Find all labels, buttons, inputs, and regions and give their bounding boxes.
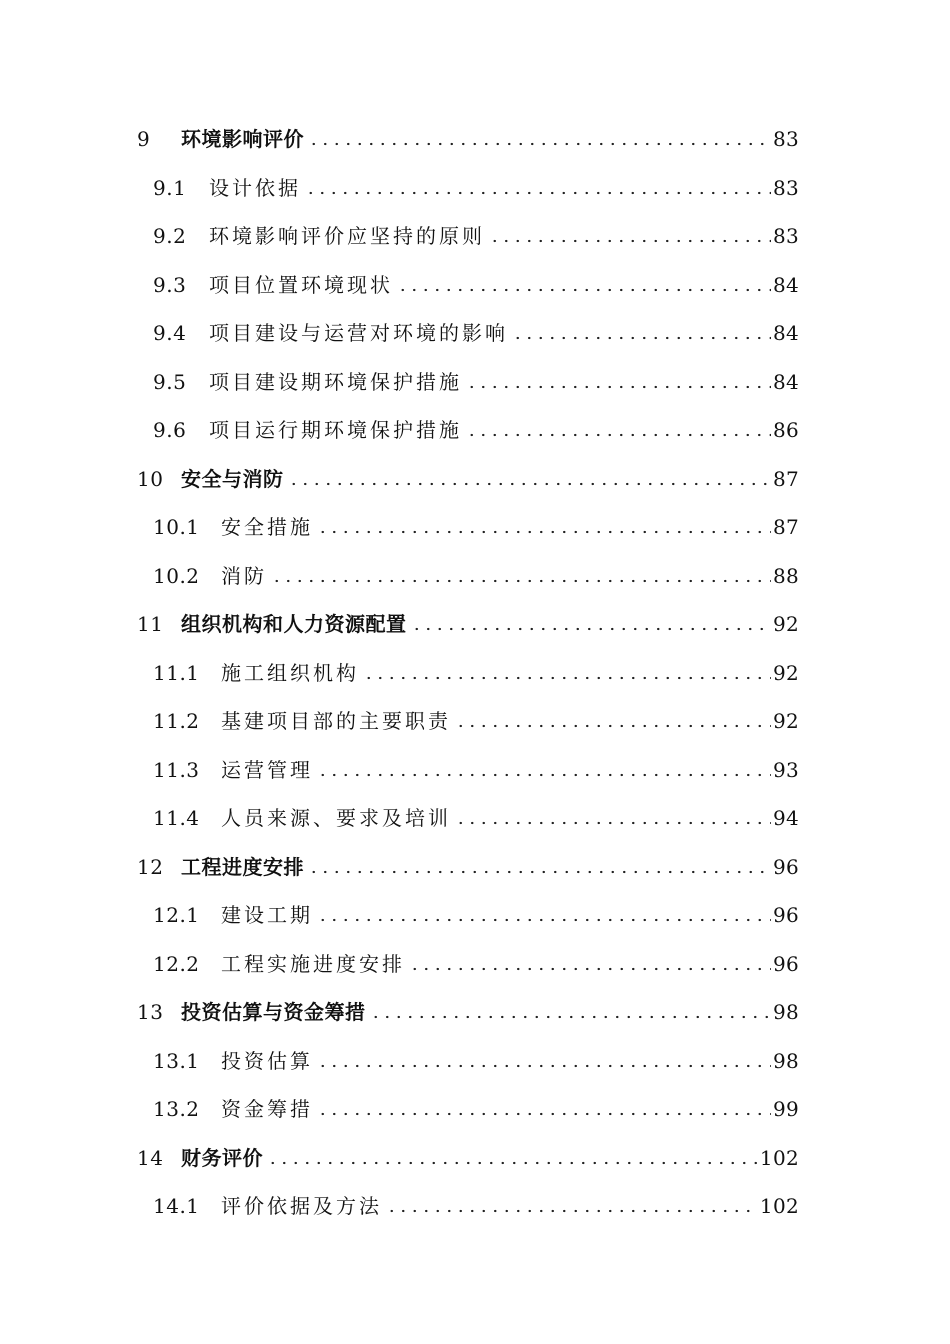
toc-title: 评价依据及方法 — [221, 1194, 382, 1218]
toc-entry[interactable] — [0, 405, 950, 454]
toc-page-number: 102 — [759, 1145, 799, 1170]
toc-number: 13.1 — [153, 1048, 200, 1073]
toc-entry[interactable] — [0, 648, 950, 697]
toc-title: 人员来源、要求及培训 — [221, 806, 451, 830]
toc-number: 10.1 — [153, 515, 200, 539]
toc-entry[interactable] — [0, 211, 950, 260]
toc-number: 11.1 — [153, 660, 200, 685]
toc-title: 施工组织机构 — [221, 660, 359, 685]
toc-title: 建设工期 — [221, 903, 313, 927]
toc-page-number: 84 — [772, 369, 799, 394]
toc-page-number: 88 — [772, 563, 799, 588]
toc-number: 12.2 — [153, 951, 200, 976]
dot-leader — [455, 821, 771, 825]
toc-page-number: 86 — [772, 418, 799, 442]
toc-page-number: 96 — [772, 854, 799, 879]
toc-page-number: 83 — [772, 224, 799, 248]
dot-leader — [305, 191, 771, 195]
toc-entry[interactable] — [0, 745, 950, 794]
toc-title: 财务评价 — [181, 1145, 263, 1170]
toc-page-number: 84 — [772, 321, 799, 345]
toc-entry[interactable] — [0, 163, 950, 212]
toc-number: 11.3 — [153, 757, 200, 782]
toc-title: 项目建设与运营对环境的影响 — [209, 321, 508, 345]
toc-number: 9.2 — [153, 224, 187, 248]
toc-title: 环境影响评价应坚持的原则 — [209, 224, 485, 248]
toc-number: 14.1 — [153, 1194, 200, 1218]
toc-entry[interactable] — [0, 1084, 950, 1133]
toc-page-number: 87 — [772, 515, 799, 539]
toc-page-number: 98 — [772, 1048, 799, 1073]
dot-leader — [363, 676, 771, 680]
toc-entry[interactable] — [0, 1133, 950, 1182]
toc-title: 工程实施进度安排 — [221, 951, 405, 976]
dot-leader — [466, 433, 771, 437]
toc-page-number: 83 — [772, 175, 799, 200]
dot-leader — [271, 579, 771, 583]
toc-number: 9.5 — [153, 369, 187, 394]
toc-number: 11 — [137, 612, 164, 636]
dot-leader — [489, 239, 771, 243]
toc-number: 9.3 — [153, 272, 187, 297]
toc-entry[interactable] — [0, 1181, 950, 1230]
toc-page-number: 102 — [759, 1194, 799, 1218]
dot-leader — [411, 627, 771, 631]
toc-page-number: 92 — [772, 612, 799, 636]
toc-entry[interactable] — [0, 599, 950, 648]
toc-page-number: 83 — [772, 127, 799, 151]
toc-number: 11.4 — [153, 806, 200, 830]
toc-number: 10 — [137, 466, 164, 491]
toc-title: 安全与消防 — [181, 466, 284, 491]
toc-title: 工程进度安排 — [181, 854, 304, 879]
toc-title: 项目运行期环境保护措施 — [209, 418, 462, 442]
toc-number: 9.4 — [153, 321, 187, 345]
dot-leader — [317, 530, 771, 534]
toc-number: 9.6 — [153, 418, 187, 442]
toc-entry[interactable] — [0, 987, 950, 1036]
toc-number: 13.2 — [153, 1097, 200, 1121]
toc-title: 投资估算与资金筹措 — [181, 1000, 366, 1024]
toc-page-number: 94 — [772, 806, 799, 830]
dot-leader — [317, 918, 771, 922]
dot-leader — [409, 967, 771, 971]
toc-entry[interactable] — [0, 1036, 950, 1085]
toc-page-number: 93 — [772, 757, 799, 782]
dot-leader — [317, 773, 771, 777]
toc-title: 安全措施 — [221, 515, 313, 539]
toc-title: 环境影响评价 — [181, 127, 304, 151]
toc-entry[interactable] — [0, 890, 950, 939]
dot-leader — [308, 870, 771, 874]
toc-entry[interactable] — [0, 454, 950, 503]
toc-page-number: 92 — [772, 709, 799, 733]
toc-entry[interactable] — [0, 357, 950, 406]
toc-number: 9.1 — [153, 175, 187, 200]
dot-leader — [317, 1064, 771, 1068]
toc-page-number: 96 — [772, 903, 799, 927]
toc-page-number: 84 — [772, 272, 799, 297]
toc-entry[interactable] — [0, 260, 950, 309]
dot-leader — [386, 1209, 758, 1213]
table-of-contents — [0, 114, 950, 1230]
toc-number: 13 — [137, 1000, 164, 1024]
dot-leader — [308, 142, 771, 146]
toc-title: 投资估算 — [221, 1048, 313, 1073]
toc-title: 项目建设期环境保护措施 — [209, 369, 462, 394]
toc-title: 组织机构和人力资源配置 — [181, 612, 407, 636]
toc-number: 11.2 — [153, 709, 200, 733]
dot-leader — [288, 482, 771, 486]
toc-page-number: 92 — [772, 660, 799, 685]
toc-title: 项目位置环境现状 — [209, 272, 393, 297]
toc-number: 12.1 — [153, 903, 200, 927]
toc-number: 10.2 — [153, 563, 200, 588]
toc-page-number: 98 — [772, 1000, 799, 1024]
dot-leader — [466, 385, 771, 389]
dot-leader — [267, 1161, 758, 1165]
toc-title: 设计依据 — [209, 175, 301, 200]
toc-entry[interactable] — [0, 114, 950, 163]
toc-number: 9 — [137, 127, 151, 151]
toc-title: 运营管理 — [221, 757, 313, 782]
toc-entry[interactable] — [0, 842, 950, 891]
dot-leader — [397, 288, 771, 292]
toc-title: 资金筹措 — [221, 1097, 313, 1121]
toc-entry[interactable] — [0, 502, 950, 551]
dot-leader — [317, 1112, 771, 1116]
toc-page-number: 99 — [772, 1097, 799, 1121]
toc-entry[interactable] — [0, 939, 950, 988]
toc-entry[interactable] — [0, 793, 950, 842]
toc-title: 基建项目部的主要职责 — [221, 709, 451, 733]
dot-leader — [455, 724, 771, 728]
dot-leader — [370, 1015, 771, 1019]
toc-title: 消防 — [221, 563, 267, 588]
toc-entry[interactable] — [0, 551, 950, 600]
toc-number: 14 — [137, 1145, 164, 1170]
toc-page-number: 96 — [772, 951, 799, 976]
toc-page-number: 87 — [772, 466, 799, 491]
toc-number: 12 — [137, 854, 164, 879]
toc-entry[interactable] — [0, 696, 950, 745]
toc-entry[interactable] — [0, 308, 950, 357]
dot-leader — [512, 336, 771, 340]
